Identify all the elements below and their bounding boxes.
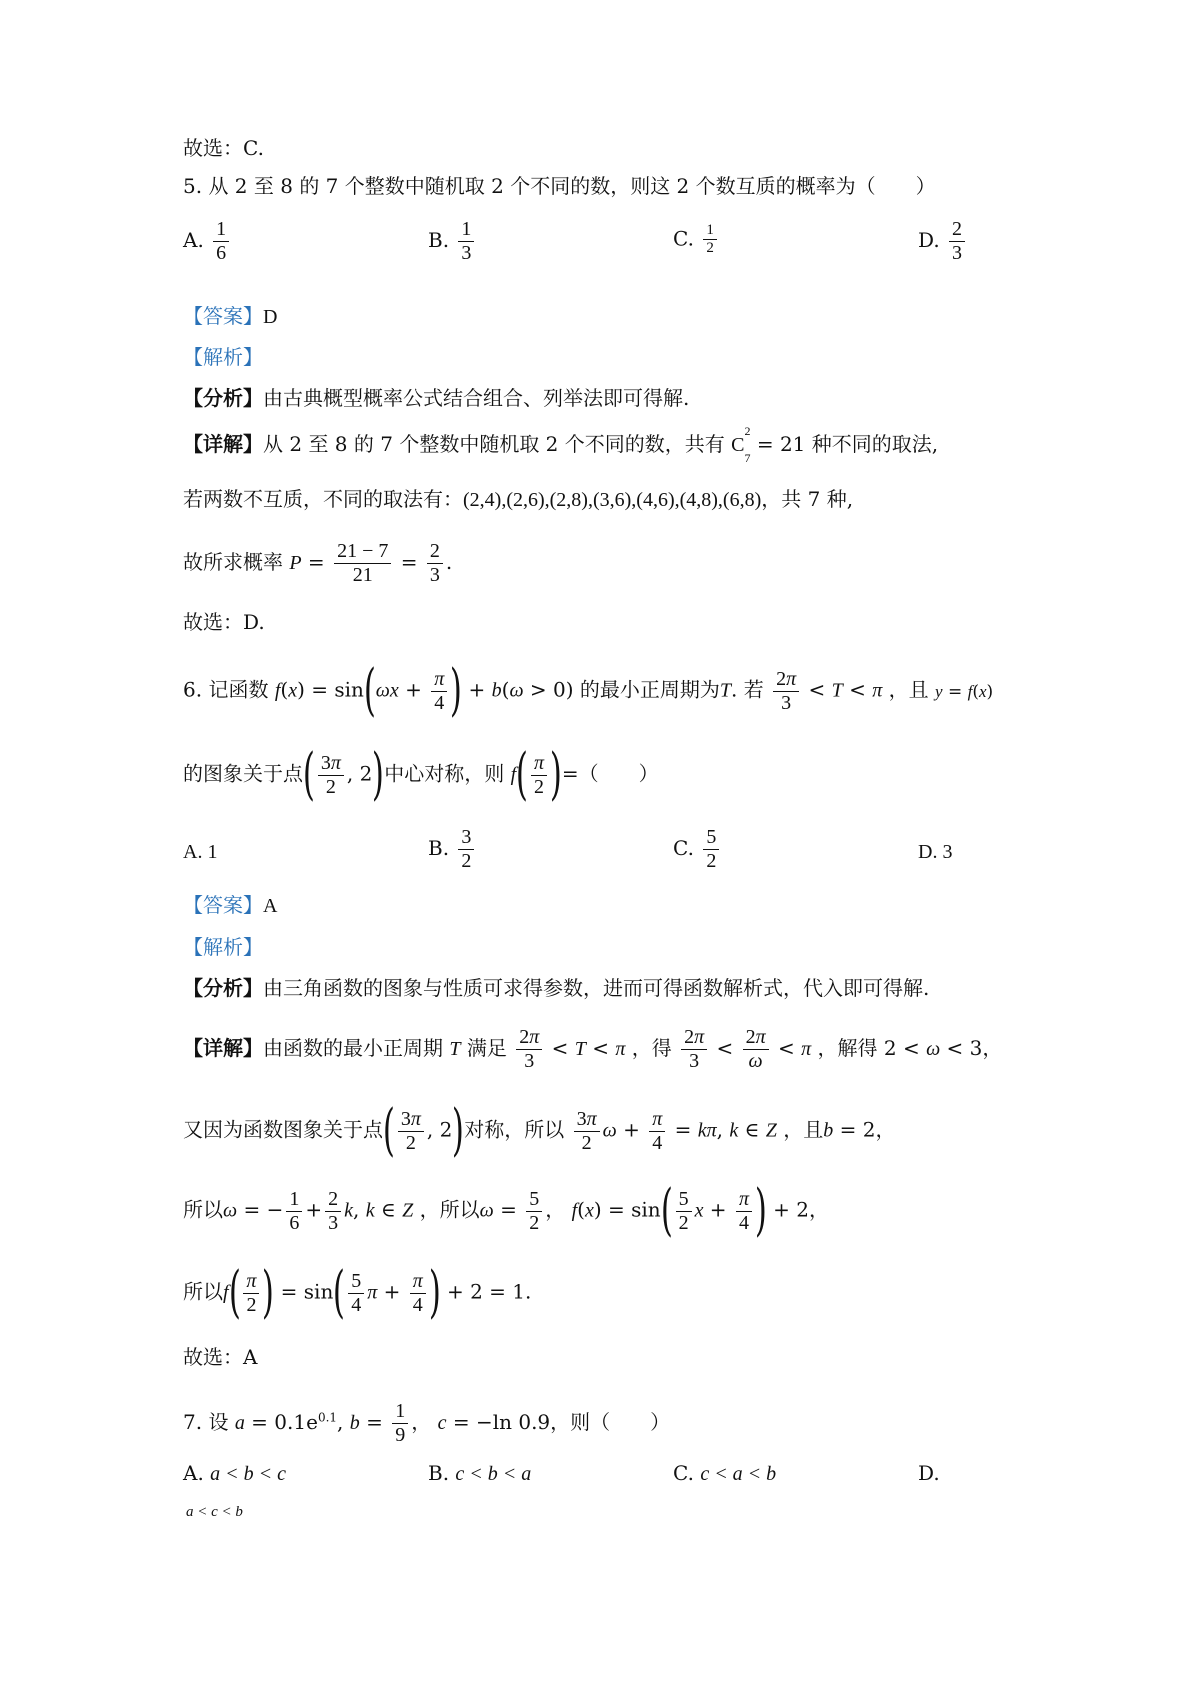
detail-tag: 【详解】 xyxy=(183,432,263,456)
stem-text: 若 xyxy=(743,677,764,702)
q6-answer xyxy=(183,895,277,916)
frac-num: 3 xyxy=(458,826,474,850)
q6-detail-line4: 所以f( $\frac{\pi}{2}$ ) = sin( $\frac{5}{4}$ π + $\frac{\pi}{4}$ ) + 2 = 1. xyxy=(183,1260,532,1325)
pairs-list: (2,4),(2,6),(2,8),(3,6),(4,6),(4,8),(6,8) xyxy=(463,489,762,511)
q7-option-a xyxy=(183,1463,286,1484)
q5-option-b xyxy=(428,218,477,265)
q5-option-d xyxy=(918,218,968,265)
q6-conclusion: 故选：A xyxy=(183,1345,258,1369)
q7-stem: 7. 设 $a = 0.1e^{0.1}$, b = $\frac{1}{9}$ ， c = −ln 0.9，则（ ） xyxy=(183,1400,671,1446)
option-letter: B. xyxy=(428,836,450,860)
detail-tag: 【详解】 xyxy=(183,1036,263,1060)
prev-conclusion: 故选：C. xyxy=(183,136,264,160)
frac-den: 6 xyxy=(216,242,227,264)
answer-tag: 【答案】 xyxy=(183,893,263,917)
stem-text: 的最小正周期为 xyxy=(579,677,720,702)
stem-text: 7. 设 xyxy=(183,1410,229,1434)
detail-text: 故所求概率 xyxy=(183,550,283,574)
fenxi-tag: 【分析】 xyxy=(183,386,263,410)
frac-num: 1 xyxy=(458,218,474,242)
stem-text: ，则（ ） xyxy=(550,1410,671,1434)
frac-num: 1 xyxy=(703,222,717,240)
option-letter: D. xyxy=(918,1461,940,1485)
q5-analysis-tag xyxy=(183,347,263,367)
detail-text: 所以 xyxy=(183,1279,223,1304)
frac-num: 1 xyxy=(213,218,229,242)
answer-tag: 【答案】 xyxy=(183,304,263,328)
q6-stem-line2: 的图象关于点( $\frac{3\pi}{2}$ , 2)中心对称，则 f( $\frac{\pi}{2}$ )=（ ） xyxy=(183,742,659,807)
detail-text: 对称，所以 xyxy=(464,1117,565,1142)
q6-detail-line3: 所以ω = − $\frac{1}{6}$ + $\frac{2}{3}$ k, k ∈ Z ，所以ω = $\frac{5}{2}$ ， f(x) = sin( $\frac{5}{2}$ x + $\frac{\pi}{4}$ ) + 2， xyxy=(183,1178,830,1243)
frac-den: 3 xyxy=(952,242,963,264)
q5-option-c xyxy=(673,222,720,258)
q7-option-b xyxy=(428,1463,531,1484)
frac-den: 2 xyxy=(706,240,714,257)
detail-text: 由函数的最小正周期 xyxy=(263,1036,443,1060)
fenxi-tag: 【分析】 xyxy=(183,976,263,1000)
question-number: 6. xyxy=(183,677,203,702)
q7-option-d xyxy=(918,1463,940,1483)
frac-den: 2 xyxy=(706,850,717,872)
detail-text: ，且 xyxy=(783,1117,824,1142)
detail-text: 若两数不互质，不同的取法有： xyxy=(183,487,463,511)
stem-text: 中心对称，则 xyxy=(384,761,505,786)
detail-text: ，共 7 种, xyxy=(761,487,854,511)
analysis-tag: 【解析】 xyxy=(183,345,263,369)
option-letter: D. xyxy=(918,228,940,252)
option-letter: C. xyxy=(673,226,694,251)
q5-stem: 5. 从 2 至 8 的 7 个整数中随机取 2 个不同的数，则这 2 个数互质的概率为（ ） xyxy=(183,174,936,198)
frac-num: 2 xyxy=(949,218,965,242)
q6-option-a: A. 1 xyxy=(183,841,218,863)
q6-option-c xyxy=(673,826,722,873)
answer-value: A xyxy=(263,895,278,917)
stem-text: ，且 xyxy=(888,677,929,702)
q6-option-d: D. 3 xyxy=(918,841,953,863)
q6-option-b xyxy=(428,826,477,873)
option-expr: a < b < c xyxy=(210,1463,287,1485)
option-letter: C. xyxy=(673,836,694,860)
fenxi-text: 由古典概型概率公式结合组合、列举法即可得解. xyxy=(263,386,690,410)
option-letter: B. xyxy=(428,228,450,252)
q5-detail-line3: 故所求概率 P = $\frac{21 - 7}{21}$ = $\frac{2}{3}$ . xyxy=(183,540,453,586)
frac-num: 5 xyxy=(703,826,719,850)
frac-den: 2 xyxy=(461,850,472,872)
detail-text: ，所以 xyxy=(419,1197,480,1222)
q7-option-d-expr: a < c < b xyxy=(186,1504,243,1520)
option-letter: A. xyxy=(183,228,204,252)
option-letter: A. xyxy=(183,1461,204,1485)
option-letter: B. xyxy=(428,1461,450,1485)
frac-den: 3 xyxy=(461,242,472,264)
stem-text: =（ ） xyxy=(561,761,659,786)
option-expr: c < a < b xyxy=(700,1463,777,1485)
q5-fenxi xyxy=(183,388,689,408)
q7-option-c xyxy=(673,1463,776,1484)
q6-detail-line1: 【详解】由函数的最小正周期 T 满足 $\frac{2\pi}{3}$ < T < π ，得 $\frac{2\pi}{3}$ < $\frac{2\pi}{\omega}$ < π ，解得 2 < ω < 3， xyxy=(183,1026,1003,1072)
q5-option-a xyxy=(183,218,232,265)
q5-conclusion: 故选：D. xyxy=(183,610,265,634)
q5-detail-line2 xyxy=(183,489,853,510)
stem-text: 的图象关于点 xyxy=(183,761,303,786)
stem-text: 记函数 xyxy=(208,677,269,702)
detail-text: = 21 种不同的取法, xyxy=(756,432,939,456)
detail-text: ，得 xyxy=(631,1036,672,1060)
detail-text: 所以 xyxy=(183,1197,223,1222)
frac-den: 3 xyxy=(429,564,440,586)
frac-num: 21 − 7 xyxy=(334,540,391,564)
detail-text: 又因为函数图象关于点 xyxy=(183,1117,383,1142)
detail-text: 从 2 至 8 的 7 个整数中随机取 2 个不同的数，共有 xyxy=(263,432,725,456)
detail-text: 满足 xyxy=(466,1036,507,1060)
frac-num: 2 xyxy=(427,540,443,564)
stem-text: ， xyxy=(411,1410,432,1434)
q6-analysis-tag xyxy=(183,937,263,957)
q6-detail-line2: 又因为函数图象关于点( $\frac{3\pi}{2}$ , 2)对称，所以 $\frac{3\pi}{2}$ ω + $\frac{\pi}{4}$ = kπ, k ∈ Z ，且b = 2， xyxy=(183,1098,896,1163)
q6-stem-line1: 6. 记函数 f(x) = sin(ωx + $\frac{\pi}{4}$ ) + b(ω > 0) 的最小正周期为T. 若 $\frac{2\pi}{3}$ < T < π ，且 y = f(x) xyxy=(183,658,994,723)
option-letter: C. xyxy=(673,1461,694,1485)
analysis-tag: 【解析】 xyxy=(183,935,263,959)
q5-detail-line1 xyxy=(183,424,939,465)
answer-value: D xyxy=(263,306,278,328)
frac-den: 21 xyxy=(352,564,373,586)
detail-text: ，解得 xyxy=(817,1036,878,1060)
fenxi-text: 由三角函数的图象与性质可求得参数，进而可得函数解析式，代入即可得解. xyxy=(263,976,930,1000)
option-expr: c < b < a xyxy=(455,1463,532,1485)
q5-answer xyxy=(183,306,277,327)
combination-expr: C 2 $_7$ xyxy=(731,424,751,465)
q6-fenxi xyxy=(183,978,929,998)
